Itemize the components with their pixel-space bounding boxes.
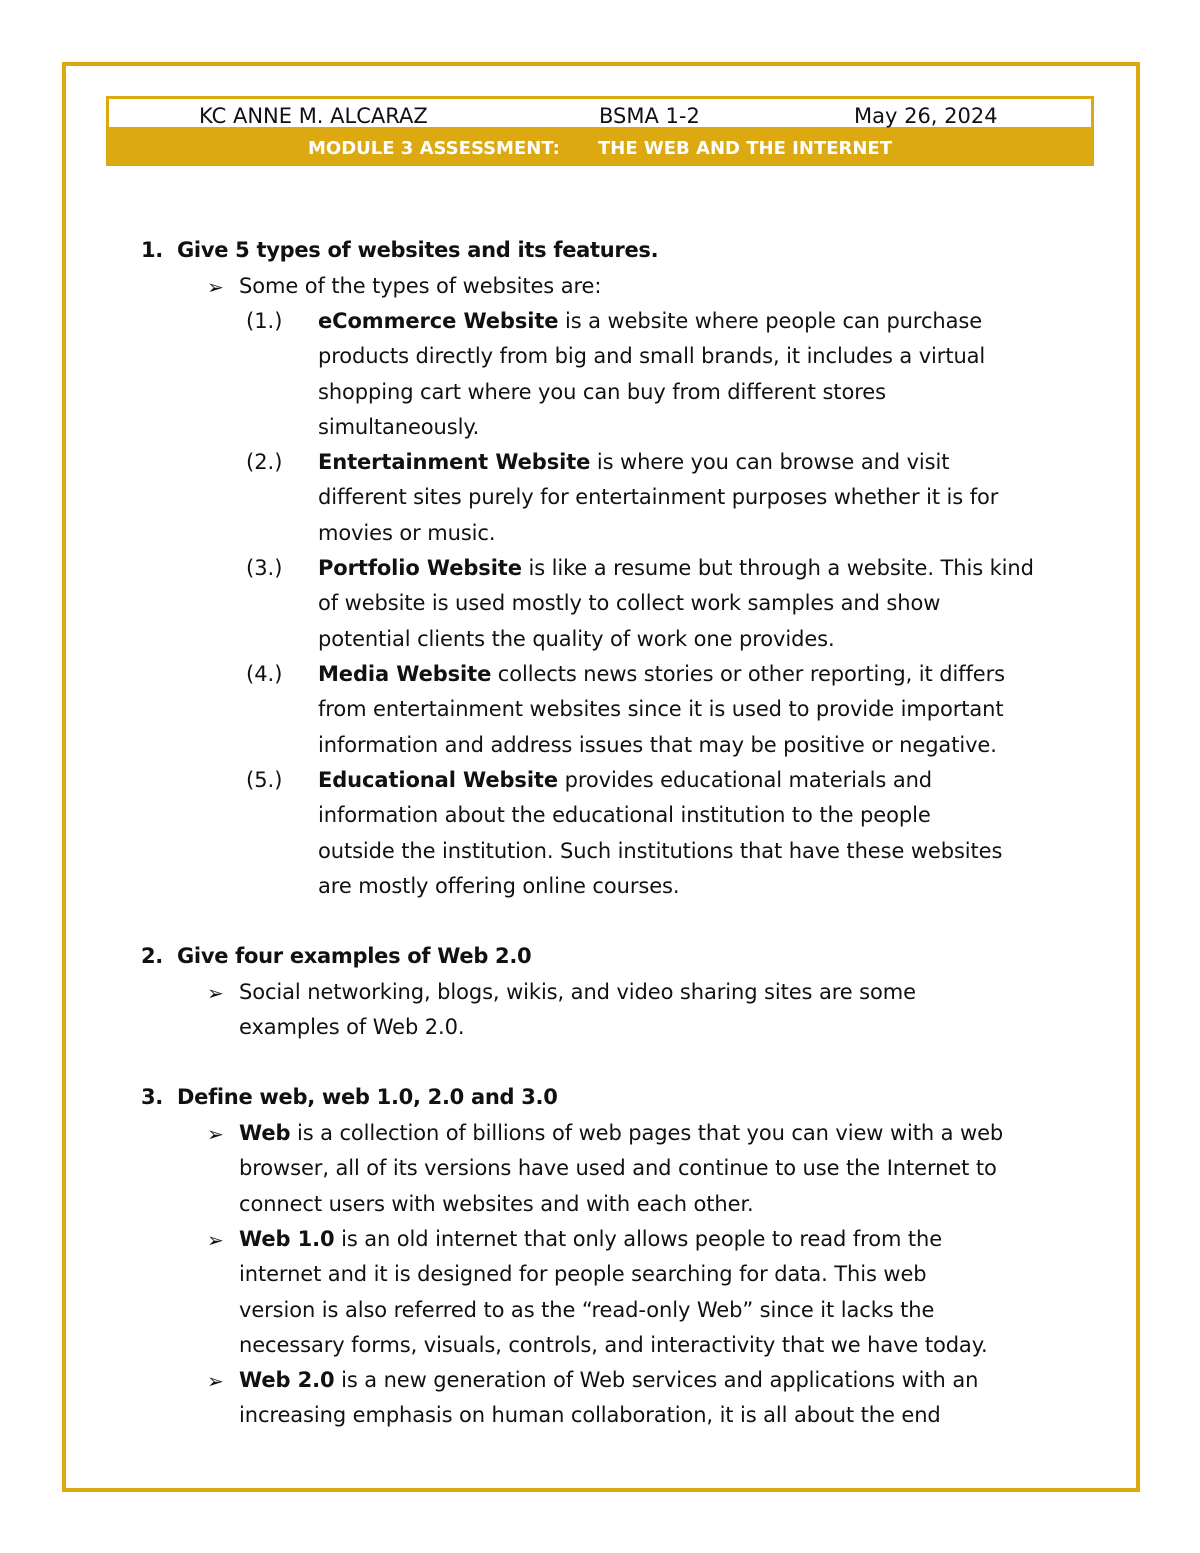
web-definition-line-term: Web 1.0 (239, 1227, 335, 1251)
website-type-line: outside the institution. Such institutions that have these websites (318, 838, 1003, 863)
question-3-number: 3. (141, 1085, 163, 1109)
web-definition-line: increasing emphasis on human collaboration, it is all about the end (239, 1403, 941, 1428)
website-type-line: information about the educational institution to the people (318, 803, 931, 828)
website-type-line-term: Portfolio Website (318, 556, 522, 580)
website-type-line (318, 662, 1005, 686)
header-title-row (106, 130, 1094, 166)
website-type-line: products directly from big and small brands, it includes a virtual (318, 344, 986, 369)
website-type-number: (5.) (246, 768, 283, 792)
question-1-number: 1. (141, 238, 163, 262)
website-type-line-description: is where you can browse and visit (590, 450, 950, 474)
arrowhead-bullet-icon: ➢ (207, 1228, 224, 1252)
web-definition-line-description: is a new generation of Web services and applications with an (334, 1368, 979, 1392)
web-definition-line-term: Web 2.0 (239, 1368, 335, 1392)
website-type-line (318, 309, 982, 333)
website-type-line-term: Entertainment Website (318, 450, 591, 474)
web-definition-line (239, 1121, 1003, 1145)
web-definition-line-term: Web (239, 1121, 291, 1145)
module-topic: THE WEB AND THE INTERNET (598, 138, 892, 159)
web-definition-line-description: is a collection of billions of web pages that you can view with a web (290, 1121, 1004, 1145)
website-type-line-description: collects news stories or other reporting, it differs (491, 662, 1005, 686)
web-definition-line: connect users with websites and with each other. (239, 1191, 754, 1216)
website-type-line: different sites purely for entertainment purposes whether it is for (318, 485, 999, 510)
arrowhead-bullet-icon: ➢ (207, 275, 224, 299)
arrowhead-bullet-icon: ➢ (207, 981, 224, 1005)
question-3-text: Define web, web 1.0, 2.0 and 3.0 (177, 1085, 558, 1109)
web-definition-line (239, 1368, 978, 1392)
website-type-line-term: Media Website (318, 662, 492, 686)
arrowhead-bullet-icon: ➢ (207, 1369, 224, 1393)
website-type-line (318, 450, 949, 474)
website-type-line (318, 768, 932, 792)
arrowhead-bullet-icon: ➢ (207, 1122, 224, 1146)
website-type-line: movies or music. (318, 520, 496, 545)
question-3 (141, 1085, 558, 1109)
q2-answer-line: examples of Web 2.0. (239, 1015, 465, 1040)
website-type-line: from entertainment websites since it is used to provide important (318, 697, 1004, 722)
web-definition-line: internet and it is designed for people searching for data. This web (239, 1262, 927, 1287)
website-type-line: of website is used mostly to collect work samples and show (318, 591, 941, 616)
web-definition-line-description: is an old internet that only allows people to read from the (334, 1227, 943, 1251)
web-definition-line: version is also referred to as the “read-only Web” since it lacks the (239, 1297, 935, 1322)
website-type-line: simultaneously. (318, 414, 480, 439)
website-type-number: (2.) (246, 450, 283, 474)
question-1-text: Give 5 types of websites and its features. (177, 238, 659, 262)
website-type-line: information and address issues that may be positive or negative. (318, 732, 997, 757)
website-type-line-term: Educational Website (318, 768, 559, 792)
student-section: BSMA 1-2 (599, 104, 700, 128)
website-type-line (318, 556, 1034, 580)
website-type-line: shopping cart where you can buy from different stores (318, 379, 886, 404)
website-type-number: (3.) (246, 556, 283, 580)
website-type-line: are mostly offering online courses. (318, 873, 680, 898)
q1-intro: Some of the types of websites are: (239, 274, 602, 298)
website-type-line-term: eCommerce Website (318, 309, 559, 333)
website-type-number: (1.) (246, 309, 283, 333)
module-label: MODULE 3 ASSESSMENT: (308, 138, 560, 159)
website-type-line-description: provides educational materials and (558, 768, 933, 792)
web-definition-line (239, 1227, 942, 1251)
website-type-line: potential clients the quality of work one provides. (318, 626, 835, 651)
website-type-line-description: is a website where people can purchase (558, 309, 983, 333)
question-1 (141, 238, 659, 262)
q2-answer-line: Social networking, blogs, wikis, and video sharing sites are some (239, 980, 916, 1004)
website-type-number: (4.) (246, 662, 283, 686)
website-type-line-description: is like a resume but through a website. This kind (521, 556, 1034, 580)
submission-date: May 26, 2024 (854, 104, 998, 128)
header-info-row (106, 96, 1094, 130)
header-table (106, 96, 1094, 166)
question-2-text: Give four examples of Web 2.0 (177, 944, 532, 968)
web-definition-line: necessary forms, visuals, controls, and interactivity that we have today. (239, 1332, 988, 1357)
web-definition-line: browser, all of its versions have used and continue to use the Internet to (239, 1156, 997, 1181)
student-name: KC ANNE M. ALCARAZ (199, 104, 428, 128)
question-2 (141, 944, 532, 968)
question-2-number: 2. (141, 944, 163, 968)
